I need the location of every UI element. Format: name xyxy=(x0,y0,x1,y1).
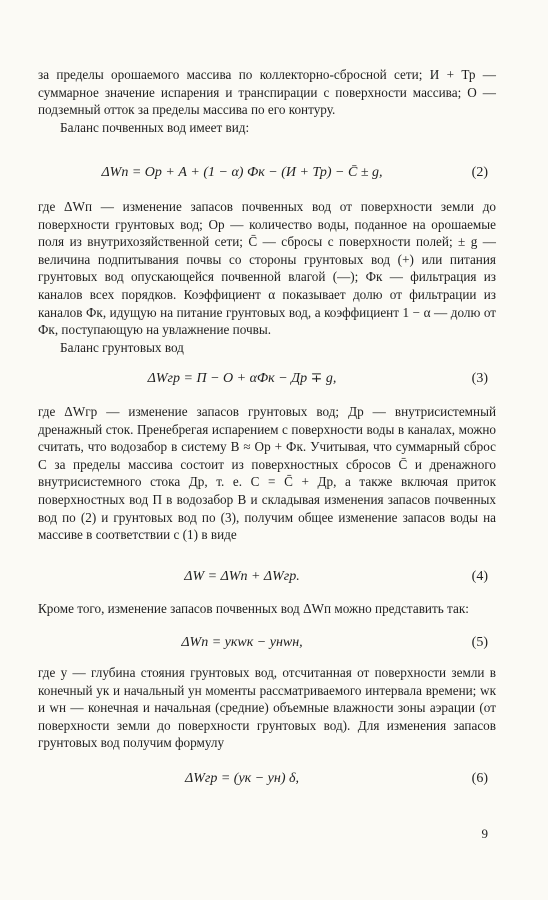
paragraph: где ΔWп — изменение запасов почвенных вод от поверхности земли до поверхности грунтовых вод; Ор — количество воды, поданное на орошаемые поля из внутрихозяйственной сети; C̄ — сбросы с поверхности полей; ± g — величина подпитывания почвы со стороны грунтовых вод (+) или питания грунтовых вод опускающейся почвенной влагой (—); Фк — фильтрация из каналов всех порядков. Коэффициент α показывает долю от фильтрации из каналов Фк, идущую на питание грунтовых вод, а коэффициент 1 − α — долю от Фк, поступающую на увлажнение почвы. xyxy=(38,199,496,338)
paragraph: Баланс грунтовых вод xyxy=(60,339,184,355)
paragraph: Баланс почвенных вод имеет вид: xyxy=(60,119,250,135)
equation-formula: ΔW = ΔWп + ΔWгр. xyxy=(184,569,300,584)
equation-2 xyxy=(38,162,496,184)
equation-formula: ΔWгр = П − О + αФк − Др ∓ g, xyxy=(147,371,337,386)
equation-formula: ΔWп = yкwк − yнwн, xyxy=(181,635,303,650)
equation-formula: ΔWп = Ор + А + (1 − α) Фк − (И + Тр) − C̄ ± g, xyxy=(101,165,383,180)
paragraph: Кроме того, изменение запасов почвенных вод ΔWп можно представить так: xyxy=(38,601,469,616)
equation-5 xyxy=(38,632,496,654)
equation-3 xyxy=(38,368,496,390)
equation-formula: ΔWгр = (yк − yн) δ, xyxy=(185,771,299,786)
equation-4 xyxy=(38,566,496,588)
page-number: 9 xyxy=(481,826,488,841)
text-block-1 xyxy=(38,66,496,136)
paragraph: где ΔWгр — изменение запасов грунтовых вод; Др — внутрисистемный дренажный сток. Пренебрегая испарением с поверхности воды в каналах, можно считать, что водозабор в систему В ≈ Ор + Фк. Учитывая, что суммарный сброс С за пределы массива состоит из поверхностных сбросов C̄ и дренажного внутрисистемного стока Др, т. е. С = C̄ + Др, а также включая приток поверхностных вод П в водозабор В и складывая изменения запасов почвенных вод по (2) и грунтовых вод по (3), получим общее изменение запасов воды на массиве в соответствии с (1) в виде xyxy=(38,404,496,543)
text-block-3 xyxy=(38,403,496,544)
equation-number: (5) xyxy=(471,635,488,650)
equation-number: (6) xyxy=(471,771,488,786)
text-block-5 xyxy=(38,664,496,752)
paragraph: за пределы орошаемого массива по коллекторно-сбросной сети; И + Тр — суммарное значение испарения и транспирации с поверхности массива; О — подземный отток за пределы массива по его контуру. xyxy=(38,67,496,118)
equation-number: (2) xyxy=(471,165,488,180)
equation-6 xyxy=(38,768,496,790)
paragraph: где y — глубина стояния грунтовых вод, отсчитанная от поверхности земли в конечный yк и начальный yн моменты рассматриваемого интервала времени; wк и wн — конечная и начальная (средние) объемные влажности зоны аэрации (от поверхности земли до поверхности грунтовых вод). Для изменения запасов грунтовых вод получим формулу xyxy=(38,665,496,751)
text-block-2 xyxy=(38,198,496,356)
equation-number: (3) xyxy=(471,371,488,386)
text-block-4 xyxy=(38,600,496,618)
equation-number: (4) xyxy=(471,569,488,584)
